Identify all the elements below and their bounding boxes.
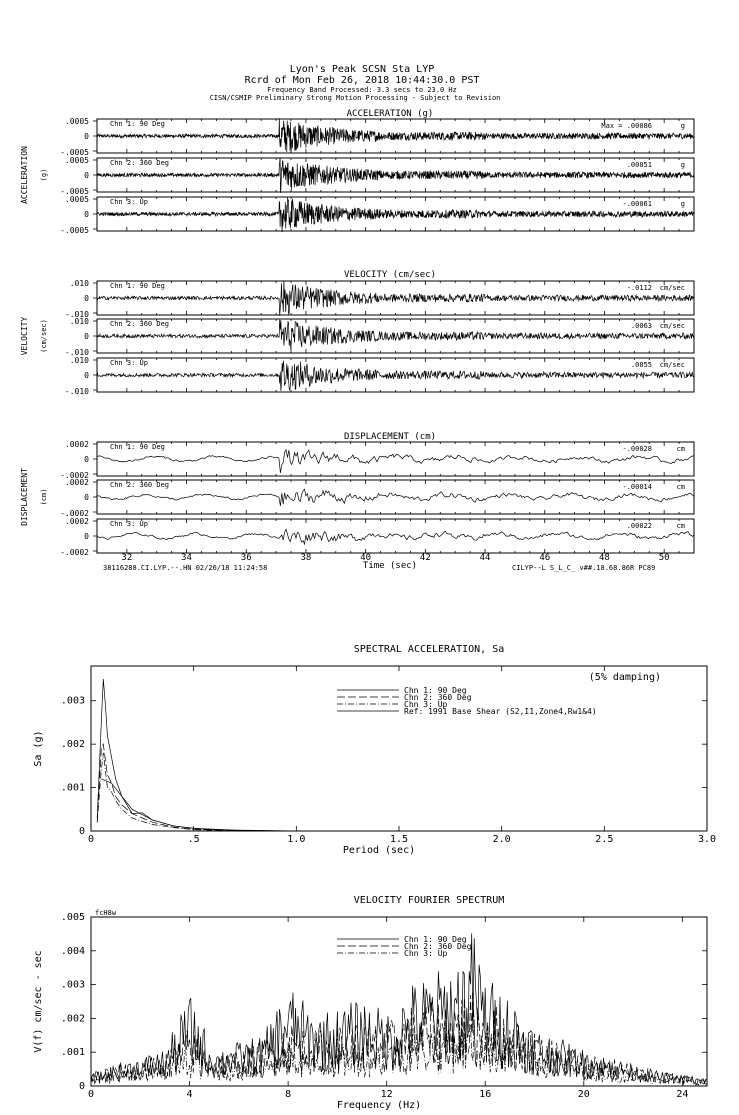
panel-title: VELOCITY (cm/sec): [343, 270, 437, 280]
y-axis-label: Sa (g): [33, 730, 44, 767]
channel-name: Chn 2: 360 Deg: [110, 481, 170, 489]
channel-trace-group: [60, 517, 694, 557]
time-tick-label: 48: [599, 553, 610, 563]
channel-unit: cm: [676, 483, 685, 491]
channel-unit: cm/sec: [659, 284, 685, 292]
series-line: [91, 993, 707, 1084]
x-axis-label: Period (sec): [342, 845, 416, 856]
x-tick-label: 0: [87, 1089, 95, 1100]
y-tick-label-zero: 0: [84, 332, 89, 341]
panel-title: DISPLACEMENT (cm): [343, 432, 437, 442]
channel-trace-group: [60, 117, 694, 157]
y-tick-label-zero: 0: [84, 493, 89, 502]
channel-trace-group: [60, 478, 694, 518]
x-tick-label: 3.0: [697, 834, 717, 845]
channel-waveform: [97, 157, 694, 193]
y-tick-label-top: .0002: [64, 517, 89, 526]
y-tick-label-zero: 0: [84, 132, 89, 141]
channel-trace-group: [65, 317, 694, 357]
processing-note: CISN/CSMIP Preliminary Strong Motion Processing - Subject to Revision: [209, 94, 501, 102]
time-panel-3: [20, 432, 694, 557]
panel-title: ACCELERATION (g): [346, 109, 434, 119]
channel-peak-value: .0063: [630, 322, 652, 330]
channel-peak-value: -.00061: [622, 200, 652, 208]
y-tick-label-bottom: -.0002: [60, 471, 89, 480]
series-line: [97, 679, 296, 831]
channel-peak-value: -.00028: [622, 445, 652, 453]
time-axis-label: Time (sec): [362, 561, 418, 571]
x-tick-label: 24: [676, 1089, 689, 1100]
y-tick-label: .002: [60, 1013, 85, 1025]
x-tick-label: 2.5: [595, 834, 614, 845]
channel-unit: cm/sec: [659, 322, 685, 330]
legend-entry: Chn 3: Up: [404, 700, 448, 709]
y-tick-label-bottom: -.0002: [60, 548, 89, 557]
channel-waveform: [97, 361, 694, 391]
time-tick-label: 34: [181, 553, 192, 563]
y-tick-label: .005: [60, 912, 85, 923]
x-tick-label: .5: [187, 834, 200, 845]
y-tick-label-zero: 0: [84, 210, 89, 219]
legend-entry: Chn 2: 360 Deg: [404, 942, 472, 951]
y-tick-label: .002: [60, 739, 85, 751]
legend-entry: Chn 2: 360 Deg: [404, 693, 472, 702]
legend-entry: Ref: 1991 Base Shear (S2,I1,Zone4,Rw1&4): [404, 707, 597, 716]
y-tick-label: .003: [60, 979, 85, 991]
time-tick-label: 36: [240, 553, 252, 563]
channel-peak-value: -.0112: [626, 284, 652, 292]
channel-unit: g: [680, 161, 685, 169]
channel-peak-value: .00051: [626, 161, 652, 169]
y-tick-label-zero: 0: [84, 294, 89, 303]
channel-name: Chn 1: 90 Deg: [110, 443, 165, 451]
channel-trace-group: [60, 156, 694, 196]
channel-name: Chn 2: 360 Deg: [110, 320, 170, 328]
time-tick-label: 38: [300, 553, 312, 563]
x-tick-label: 16: [479, 1089, 492, 1100]
chart-title: VELOCITY FOURIER SPECTRUM: [353, 895, 505, 906]
channel-unit: cm: [676, 522, 685, 530]
y-tick-label-zero: 0: [84, 371, 89, 380]
y-tick-label-bottom: -.010: [64, 387, 89, 396]
time-panel-2: [20, 270, 694, 396]
time-panel-1: [20, 109, 694, 235]
y-tick-label-zero: 0: [84, 532, 89, 541]
velocity-fourier-spectrum-chart: [33, 895, 707, 1111]
series-line: [97, 753, 296, 831]
channel-waveform: [97, 320, 694, 351]
trace-frame: [97, 442, 694, 476]
y-tick-label-bottom: -.0005: [60, 148, 89, 157]
channel-waveform: [97, 281, 694, 316]
x-tick-label: 1.0: [287, 834, 306, 845]
station-title: Lyon's Peak SCSN Sta LYP: [289, 64, 435, 75]
channel-trace-group: [65, 279, 694, 319]
channel-waveform: [97, 197, 694, 232]
panel-unit-label: (g): [40, 168, 48, 182]
chart-title: SPECTRAL ACCELERATION, Sa: [353, 644, 505, 655]
panel-side-label: DISPLACEMENT: [20, 468, 29, 526]
time-tick-label: 40: [360, 553, 372, 563]
channel-trace-group: [65, 356, 694, 396]
y-tick-label-top: .0005: [64, 156, 89, 165]
y-tick-label: .001: [60, 1047, 85, 1059]
time-tick-label: 42: [419, 553, 431, 563]
panel-unit-label: (cm): [40, 488, 48, 506]
channel-peak-value: .0055: [630, 361, 652, 369]
legend-entry: Chn 1: 90 Deg: [404, 935, 467, 944]
channel-peak-value: Max = .00086: [601, 122, 652, 130]
channel-waveform: [97, 529, 694, 544]
y-tick-label-top: .0005: [64, 195, 89, 204]
x-tick-label: 12: [380, 1089, 393, 1100]
time-tick-label: 46: [539, 553, 551, 563]
x-tick-label: 2.0: [492, 834, 511, 845]
y-tick-label-zero: 0: [84, 171, 89, 180]
x-tick-label: 0: [87, 834, 95, 845]
channel-peak-value: -.00014: [622, 483, 652, 491]
y-tick-label-top: .010: [69, 317, 89, 326]
frequency-band: Frequency Band Processed: 3.3 secs to 23.0 Hz: [267, 86, 457, 94]
y-axis-label: V(f) cm/sec - sec: [33, 950, 44, 1053]
x-tick-label: 4: [186, 1089, 193, 1100]
panel-side-label: ACCELERATION: [20, 146, 29, 204]
series-line: [97, 744, 296, 831]
channel-name: Chn 3: Up: [110, 198, 148, 206]
channel-unit: g: [680, 122, 685, 130]
time-history-panels: [20, 109, 694, 563]
y-tick-label-bottom: -.010: [64, 310, 89, 319]
channel-name: Chn 1: 90 Deg: [110, 120, 165, 128]
y-tick-label: .004: [60, 945, 85, 957]
spectral-acceleration-chart: [33, 644, 716, 856]
record-id: 38116288.CI.LYP.--.HN 02/26/18 11:24:58: [103, 564, 268, 572]
y-tick-label-top: .010: [69, 279, 89, 288]
y-tick-label-bottom: -.0002: [60, 509, 89, 518]
x-tick-label: 8: [285, 1089, 292, 1100]
y-tick-label-bottom: -.0005: [60, 187, 89, 196]
y-tick-label-top: .010: [69, 356, 89, 365]
y-tick-label-zero: 0: [84, 455, 89, 464]
channel-unit: cm: [676, 445, 685, 453]
channel-name: Chn 1: 90 Deg: [110, 282, 165, 290]
y-tick-label-bottom: -.0005: [60, 226, 89, 235]
y-tick-label: .003: [60, 695, 85, 707]
channel-unit: cm/sec: [659, 361, 685, 369]
channel-waveform: [97, 450, 694, 473]
channel-name: Chn 3: Up: [110, 520, 148, 528]
x-axis-label: Frequency (Hz): [336, 1100, 422, 1111]
channel-unit: g: [680, 200, 685, 208]
time-tick-label: 44: [479, 553, 491, 563]
channel-peak-value: .00022: [626, 522, 652, 530]
y-tick-label: 0: [78, 826, 85, 837]
channel-waveform: [97, 489, 694, 506]
x-tick-label: 1.5: [389, 834, 409, 845]
x-tick-label: 20: [577, 1089, 590, 1100]
y-tick-label-top: .0002: [64, 440, 89, 449]
time-tick-label: 50: [658, 553, 670, 563]
legend-entry: Chn 3: Up: [404, 949, 448, 958]
series-line: [101, 779, 296, 831]
y-tick-label: 0: [78, 1081, 85, 1092]
channel-name: Chn 2: 360 Deg: [110, 159, 170, 167]
time-tick-label: 32: [121, 553, 133, 563]
corner-label: fcH8w: [95, 909, 117, 917]
processing-id: CILYP--L S_L_C_ v##.18.68.86R PC89: [512, 564, 656, 572]
channel-name: Chn 3: Up: [110, 359, 148, 367]
y-tick-label-top: .0002: [64, 478, 89, 487]
panel-unit-label: (cm/sec): [40, 319, 48, 353]
panel-side-label: VELOCITY: [20, 316, 29, 356]
legend-entry: Chn 1: 90 Deg: [404, 686, 467, 695]
y-tick-label-bottom: -.010: [64, 348, 89, 357]
y-tick-label: .001: [60, 782, 85, 794]
damping-note: (5% damping): [588, 672, 661, 683]
channel-trace-group: [60, 440, 694, 480]
record-time: Rcrd of Mon Feb 26, 2018 10:44:30.0 PST: [244, 75, 480, 86]
y-tick-label-top: .0005: [64, 117, 89, 126]
chart-frame: [91, 666, 707, 831]
channel-trace-group: [60, 195, 694, 235]
